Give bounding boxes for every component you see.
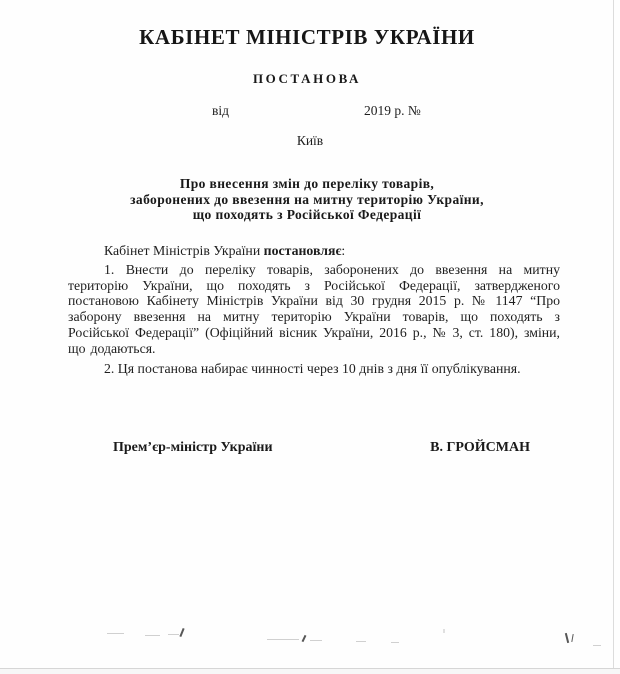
scan-smudge bbox=[145, 635, 160, 636]
scan-margin-strip bbox=[0, 669, 620, 674]
preamble-lead: Кабінет Міністрів України bbox=[104, 243, 264, 258]
scan-smudge bbox=[310, 640, 322, 641]
scan-smudge bbox=[443, 629, 445, 633]
resolution-title-line: заборонених до ввезення на митну територію України, bbox=[130, 191, 484, 207]
date-number-value: 2019 р. № bbox=[364, 103, 421, 118]
signature-name: В. ГРОЙСМАН bbox=[430, 440, 530, 455]
scan-smudge bbox=[593, 645, 601, 646]
preamble-colon: : bbox=[341, 243, 346, 258]
scan-smudge bbox=[168, 634, 179, 635]
scan-smudge bbox=[565, 633, 569, 643]
preamble bbox=[68, 243, 560, 259]
signature-title: Прем’єр-міністр України bbox=[113, 440, 273, 455]
scan-smudge bbox=[302, 635, 307, 642]
resolution-title-line: Про внесення змін до переліку товарів, bbox=[179, 176, 435, 191]
resolution-title bbox=[0, 176, 614, 223]
scan-smudge bbox=[356, 641, 366, 642]
preamble-verb: постановляє bbox=[263, 243, 342, 258]
doc-type-heading: ПОСТАНОВА bbox=[252, 71, 362, 86]
scan-smudge bbox=[267, 639, 299, 640]
signature-block bbox=[113, 440, 530, 456]
scan-smudge bbox=[571, 634, 573, 642]
date-line bbox=[0, 103, 614, 119]
body-paragraph-2: 2. Ця постанова набирає чинності через 10 днів з дня її опублікування. bbox=[104, 361, 521, 376]
city-label: Київ bbox=[296, 133, 324, 148]
scan-smudge bbox=[107, 633, 124, 634]
scan-smudge bbox=[391, 642, 399, 643]
resolution-title-line: що походять з Російської Федерації bbox=[192, 207, 422, 222]
scan-smudge bbox=[179, 628, 184, 637]
date-prefix: від bbox=[212, 103, 229, 118]
body-paragraph-1: 1. Внести до переліку товарів, заборонених до ввезення на митну територію України, що походять з Російської Федерації, затвердженого постановою Кабінету Міністрів України від 30 грудня 2015 р. № 1147 “Про заборону ввезення на митну територію України товарів, що походять з Російської Федерації” (Офіційний вісник України, 2016 р., № 3, ст. 180), зміни, що додаються. bbox=[68, 262, 560, 356]
page-edge-right bbox=[613, 0, 614, 674]
org-name-heading: КАБІНЕТ МІНІСТРІВ УКРАЇНИ bbox=[139, 25, 475, 49]
